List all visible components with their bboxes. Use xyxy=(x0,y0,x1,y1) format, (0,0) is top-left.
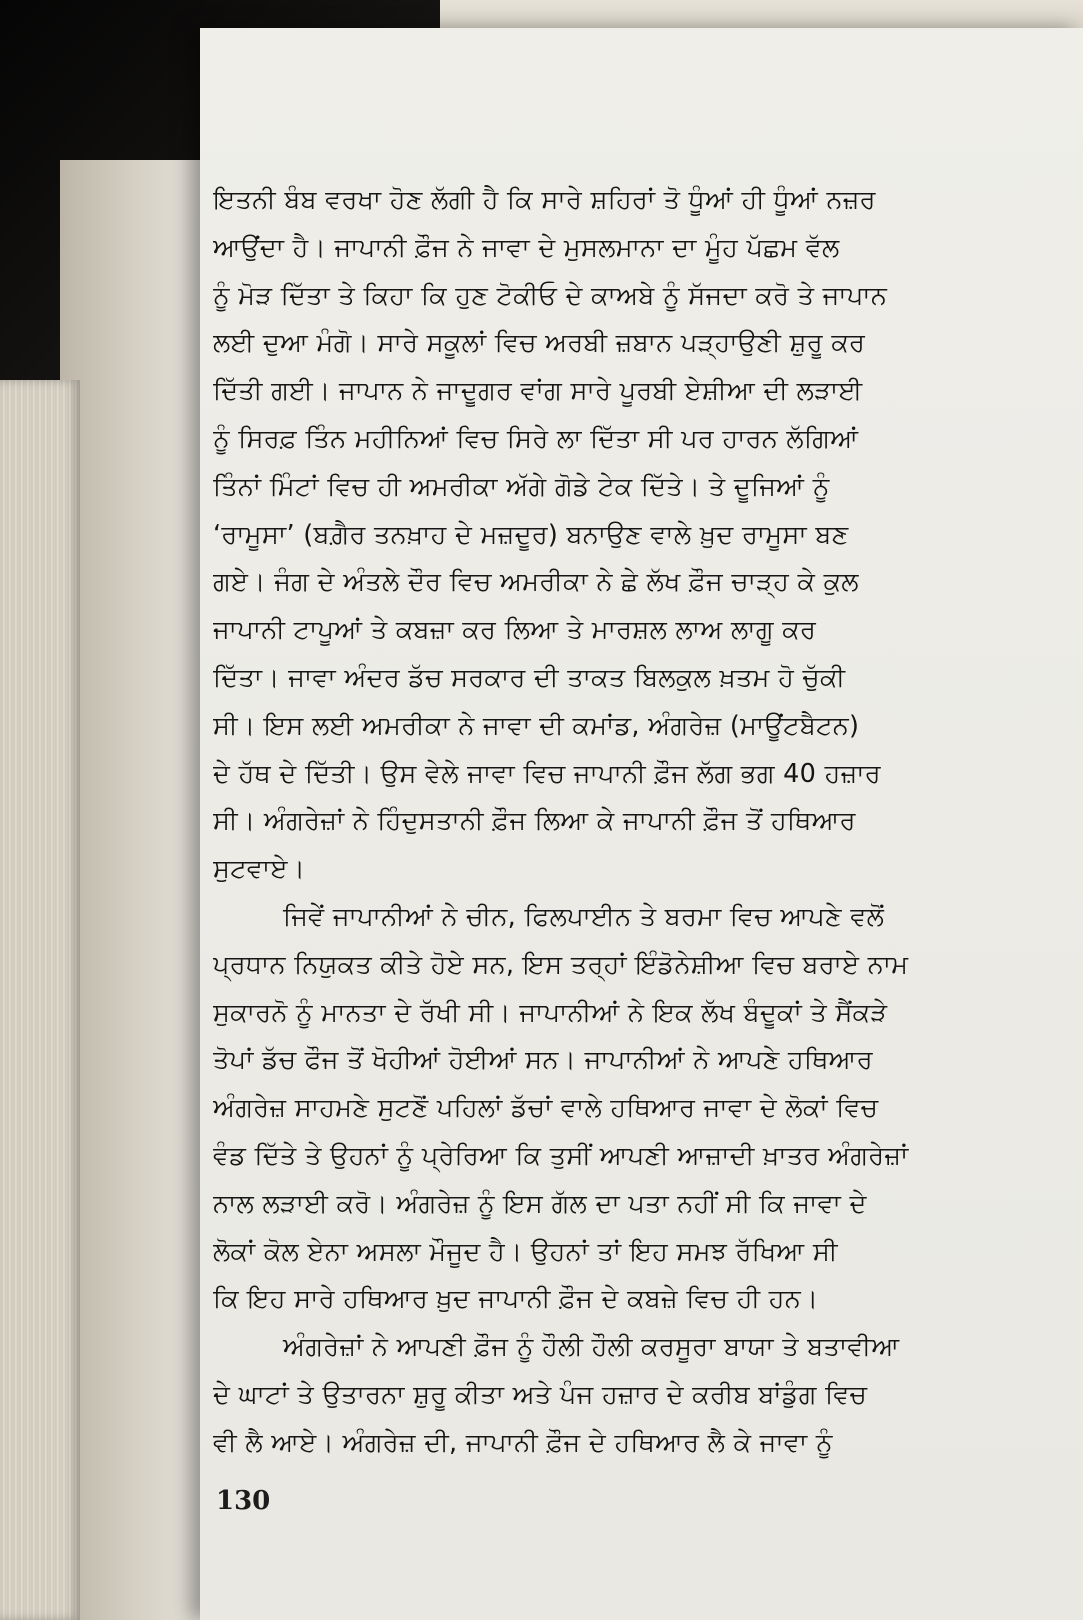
text-line: ਸੀ। ਅੰਗਰੇਜ਼ਾਂ ਨੇ ਹਿੰਦੁਸਤਾਨੀ ਫ਼ੌਜ ਲਿਆ ਕੇ ਜਾਪਾਨੀ ਫ਼ੌਜ ਤੋਂ ਹਥਿਆਰ xyxy=(213,806,856,837)
text-line: ਵੰਡ ਦਿੱਤੇ ਤੇ ਉਹਨਾਂ ਨੂੰ ਪ੍ਰੇਰਿਆ ਕਿ ਤੁਸੀਂ ਆਪਣੀ ਆਜ਼ਾਦੀ ਖ਼ਾਤਰ ਅੰਗਰੇਜ਼ਾਂ xyxy=(213,1140,909,1171)
text-line: ਸੀ। ਇਸ ਲਈ ਅਮਰੀਕਾ ਨੇ ਜਾਵਾ ਦੀ ਕਮਾਂਡ, ਅੰਗਰੇਜ਼ (ਮਾਊਂਟਬੈਟਨ) xyxy=(213,710,860,741)
text-line: ਸੁਕਾਰਨੋ ਨੂੰ ਮਾਨਤਾ ਦੇ ਰੱਖੀ ਸੀ। ਜਾਪਾਨੀਆਂ ਨੇ ਇਕ ਲੱਖ ਬੰਦੂਕਾਂ ਤੇ ਸੈਂਕੜੇ xyxy=(213,997,888,1028)
text-line: ਗਏ। ਜੰਗ ਦੇ ਅੰਤਲੇ ਦੌਰ ਵਿਚ ਅਮਰੀਕਾ ਨੇ ਛੇ ਲੱਖ ਫ਼ੌਜ ਚਾੜ੍ਹ ਕੇ ਕੁਲ xyxy=(213,567,859,598)
text-line: ਨਾਲ ਲੜਾਈ ਕਰੋ। ਅੰਗਰੇਜ਼ ਨੂੰ ਇਸ ਗੱਲ ਦਾ ਪਤਾ ਨਹੀਂ ਸੀ ਕਿ ਜਾਵਾ ਦੇ xyxy=(213,1188,867,1219)
text-line: ਜਾਪਾਨੀ ਟਾਪੂਆਂ ਤੇ ਕਬਜ਼ਾ ਕਰ ਲਿਆ ਤੇ ਮਾਰਸ਼ਲ ਲਾਅ ਲਾਗੂ ਕਰ xyxy=(213,615,817,646)
text-line: ਵੀ ਲੈ ਆਏ। ਅੰਗਰੇਜ਼ ਦੀ, ਜਾਪਾਨੀ ਫ਼ੌਜ ਦੇ ਹਥਿਆਰ ਲੈ ਕੇ ਜਾਵਾ ਨੂੰ xyxy=(213,1427,833,1458)
text-line: ਸੁਟਵਾਏ। xyxy=(213,854,306,885)
text-line: ਆਉਂਦਾ ਹੈ। ਜਾਪਾਨੀ ਫ਼ੌਜ ਨੇ ਜਾਵਾ ਦੇ ਮੁਸਲਮਾਨਾ ਦਾ ਮੂੰਹ ਪੱਛਮ ਵੱਲ xyxy=(213,232,840,263)
text-line: ਦੇ ਹੱਥ ਦੇ ਦਿੱਤੀ। ਉਸ ਵੇਲੇ ਜਾਵਾ ਵਿਚ ਜਾਪਾਨੀ ਫ਼ੌਜ ਲੱਗ ਭਗ 40 ਹਜ਼ਾਰ xyxy=(213,758,881,789)
text-line: ਦਿੱਤੀ ਗਈ। ਜਾਪਾਨ ਨੇ ਜਾਦੂਗਰ ਵਾਂਗ ਸਾਰੇ ਪੂਰਬੀ ਏਸ਼ੀਆ ਦੀ ਲੜਾਈ xyxy=(213,376,863,407)
text-line: ਅੰਗਰੇਜ਼ ਸਾਹਮਣੇ ਸੁਟਣੋਂ ਪਹਿਲਾਂ ਡੱਚਾਂ ਵਾਲੇ ਹਥਿਆਰ ਜਾਵਾ ਦੇ ਲੋਕਾਂ ਵਿਚ xyxy=(213,1093,879,1124)
page-stack-shadow xyxy=(60,160,210,1620)
text-line: ਕਿ ਇਹ ਸਾਰੇ ਹਥਿਆਰ ਖ਼ੁਦ ਜਾਪਾਨੀ ਫ਼ੌਜ ਦੇ ਕਬਜ਼ੇ ਵਿਚ ਹੀ ਹਨ। xyxy=(213,1284,819,1315)
page-number: 130 xyxy=(216,1486,271,1516)
paragraph-start-line: ਅੰਗਰੇਜ਼ਾਂ ਨੇ ਆਪਣੀ ਫ਼ੌਜ ਨੂੰ ਹੌਲੀ ਹੌਲੀ ਕਰਸੂਰਾ ਬਾਯਾ ਤੇ ਬਤਾਵੀਆ xyxy=(283,1332,900,1363)
text-line: ਇਤਨੀ ਬੰਬ ਵਰਖਾ ਹੋਣ ਲੱਗੀ ਹੈ ਕਿ ਸਾਰੇ ਸ਼ਹਿਰਾਂ ਤੋ ਧੂੰਆਂ ਹੀ ਧੂੰਆਂ ਨਜ਼ਰ xyxy=(213,185,876,215)
text-line: ਲਈ ਦੁਆ ਮੰਗੋ। ਸਾਰੇ ਸਕੂਲਾਂ ਵਿਚ ਅਰਬੀ ਜ਼ਬਾਨ ਪੜ੍ਹਾਉਣੀ ਸ਼ੁਰੂ ਕਰ xyxy=(213,328,866,359)
text-line: ਤਿੰਨਾਂ ਮਿੰਟਾਂ ਵਿਚ ਹੀ ਅਮਰੀਕਾ ਅੱਗੇ ਗੋਡੇ ਟੇਕ ਦਿੱਤੇ। ਤੇ ਦੂਜਿਆਂ ਨੂੰ xyxy=(213,471,830,502)
text-line: ਨੂੰ ਮੋੜ ਦਿੱਤਾ ਤੇ ਕਿਹਾ ਕਿ ਹੁਣ ਟੋਕੀਓ ਦੇ ਕਾਅਬੇ ਨੂੰ ਸੱਜਦਾ ਕਰੋ ਤੇ ਜਾਪਾਨ xyxy=(213,280,888,311)
text-line: ਦਿੱਤਾ। ਜਾਵਾ ਅੰਦਰ ਡੱਚ ਸਰਕਾਰ ਦੀ ਤਾਕਤ ਬਿਲਕੁਲ ਖ਼ਤਮ ਹੋ ਚੁੱਕੀ xyxy=(213,662,846,693)
text-line: ਲੋਕਾਂ ਕੋਲ ਏਨਾ ਅਸਲਾ ਮੌਜੂਦ ਹੈ। ਉਹਨਾਂ ਤਾਂ ਇਹ ਸਮਝ ਰੱਖਿਆ ਸੀ xyxy=(213,1236,838,1267)
text-line: ਪ੍ਰਧਾਨ ਨਿਯੁਕਤ ਕੀਤੇ ਹੋਏ ਸਨ, ਇਸ ਤਰ੍ਹਾਂ ਇੰਡੋਨੇਸ਼ੀਆ ਵਿਚ ਬਰਾਏ ਨਾਮ xyxy=(213,949,909,980)
text-line: ਨੂੰ ਸਿਰਫ਼ ਤਿੰਨ ਮਹੀਨਿਆਂ ਵਿਚ ਸਿਰੇ ਲਾ ਦਿੱਤਾ ਸੀ ਪਰ ਹਾਰਨ ਲੱਗਿਆਂ xyxy=(213,423,859,454)
paragraph-start-line: ਜਿਵੇਂ ਜਾਪਾਨੀਆਂ ਨੇ ਚੀਨ, ਫਿਲਪਾਈਨ ਤੇ ਬਰਮਾ ਵਿਚ ਆਪਣੇ ਵਲੋਂ xyxy=(283,901,885,932)
page-text xyxy=(213,180,1033,1471)
text-line: ਦੇ ਘਾਟਾਂ ਤੇ ਉਤਾਰਨਾ ਸ਼ੁਰੂ ਕੀਤਾ ਅਤੇ ਪੰਜ ਹਜ਼ਾਰ ਦੇ ਕਰੀਬ ਬਾਂਡੁੰਗ ਵਿਚ xyxy=(213,1379,868,1410)
text-line: ‘ਰਾਮੂਸਾ’ (ਬਗ਼ੈਰ ਤਨਖ਼ਾਹ ਦੇ ਮਜ਼ਦੂਰ) ਬਨਾਉਣ ਵਾਲੇ ਖ਼ੁਦ ਰਾਮੂਸਾ ਬਣ xyxy=(213,519,849,550)
page-edges xyxy=(0,380,80,1620)
text-line: ਤੋਪਾਂ ਡੱਚ ਫੌਜ ਤੋਂ ਖੋਹੀਆਂ ਹੋਈਆਂ ਸਨ। ਜਾਪਾਨੀਆਂ ਨੇ ਆਪਣੇ ਹਥਿਆਰ xyxy=(213,1045,873,1076)
